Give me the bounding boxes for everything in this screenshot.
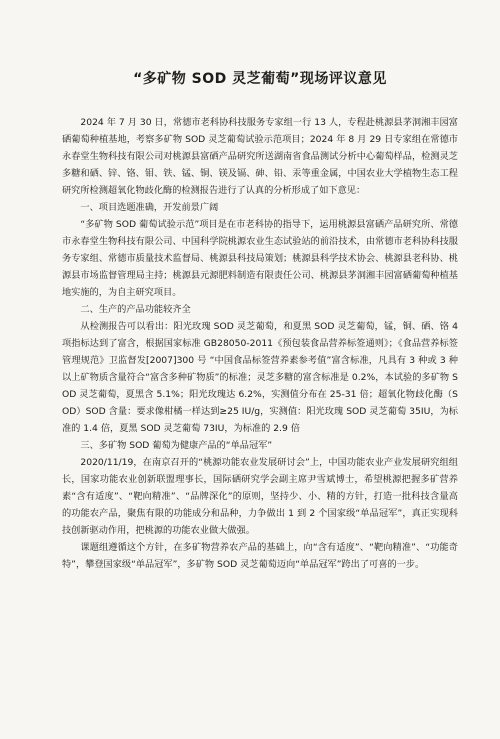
section-heading-1: 一、项目选题准确，开发前景广阔 xyxy=(80,202,219,213)
section-heading-2: 二、生产的产品功能较齐全 xyxy=(80,304,191,315)
paragraph-section-3: 2020/11/19，在南京召开的“桃源功能农业发展研讨会”上，中国功能农业产业发展研究组组长，国家功能农业创新联盟理事长，国际硒研究学会副主席尹雪斌博士，希望桃源把握多矿营养素“含有适度”、“靶向精准”、“品牌深化”的原则，坚持少、小、精的方针，打造一批科技含量高的功能农产品，聚焦有限的功能成分和品种，力争做出 1 到 2 个国家级“单品冠军”，真正实现科技创新驱动作用，把桃源的功能农业做大做强。 xyxy=(62,457,458,536)
paragraph-section-2: 从检测报告可以看出：阳光玫瑰 SOD 灵芝葡萄，和夏黑 SOD 灵芝葡萄，锰，铜、硒、铬 4 项指标达到了富含，根据国家标准 GB28050-2011《预包装食品营养标签通则》；《食品营养标签管理规范》卫监督发[2007]300 号 “中国食品标签营养素参考值”富含标准，凡具有 3 种或 3 种以上矿物质含量符合“富含多种矿物质”的标准；灵芝多糖的富含标准是 0.2%，本试验的多矿物 SOD 灵芝葡萄，夏黑含 5.1%；阳光玫瑰达 6.2%，实测值分布在 25-31 倍；超氧化物歧化酶（SOD）SOD 含量：要求像柑橘一样达到≥25 IU/g，实测值：阳光玫瑰 SOD 灵芝葡萄 35IU，为标准的 1.4 倍，夏黑 SOD 灵芝葡萄 73IU，为标准的 2.9 倍 xyxy=(62,321,458,434)
page-title: “多矿物 SOD 灵芝葡萄”现场评议意见 xyxy=(133,71,387,87)
paragraph-section-1: “多矿物 SOD 葡萄试验示范”项目是在市老科协的指导下，运用桃源县富硒产品研究所、常德市永春堂生物科技有限公司、中国科学院桃源农业生态试验站的前沿技术，由常德市老科协科技服务专家组、常德市质量技术监督局、桃源县科技局策划；桃源县科学技术协会、桃源县老科协、桃源县市场监督管理局主持；桃源县元源肥料制造有限责任公司、桃源县茅洞湘丰园富硒葡萄种植基地实施的，为自主研究项目。 xyxy=(62,219,458,298)
paragraph-intro: 2024 年 7 月 30 日，常德市老科协科技服务专家组一行 13 人，专程赴桃源县茅洞湘丰园富硒葡萄种植基地，考察多矿物 SOD 灵芝葡萄试验示范项目；2024 年 8 月 29 日专家组在常德市永春堂生物科技有限公司对桃源县富硒产品研究所送湖南省食品测试分析中心葡萄样品，检测灵芝多糖和硒、锌、铬、钼、铁、锰、铜、镁及镉、砷、铅、汞等重金属，中国农业大学植物生态工程研究所检测超氧化物歧化酶的检测报告进行了认真的分析形成了如下意见： xyxy=(62,117,458,196)
paragraph-conclusion: 课题组遵循这个方针，在多矿物营养农产品的基础上，向“含有适度”、“靶向精准”、“功能奇特”，攀登国家级“单品冠军”，多矿物 SOD 灵芝葡萄迈向“单品冠军”跨出了可喜的一步。 xyxy=(62,542,458,570)
section-heading-3: 三、多矿物 SOD 葡萄为健康产品的“单品冠军” xyxy=(80,440,273,451)
